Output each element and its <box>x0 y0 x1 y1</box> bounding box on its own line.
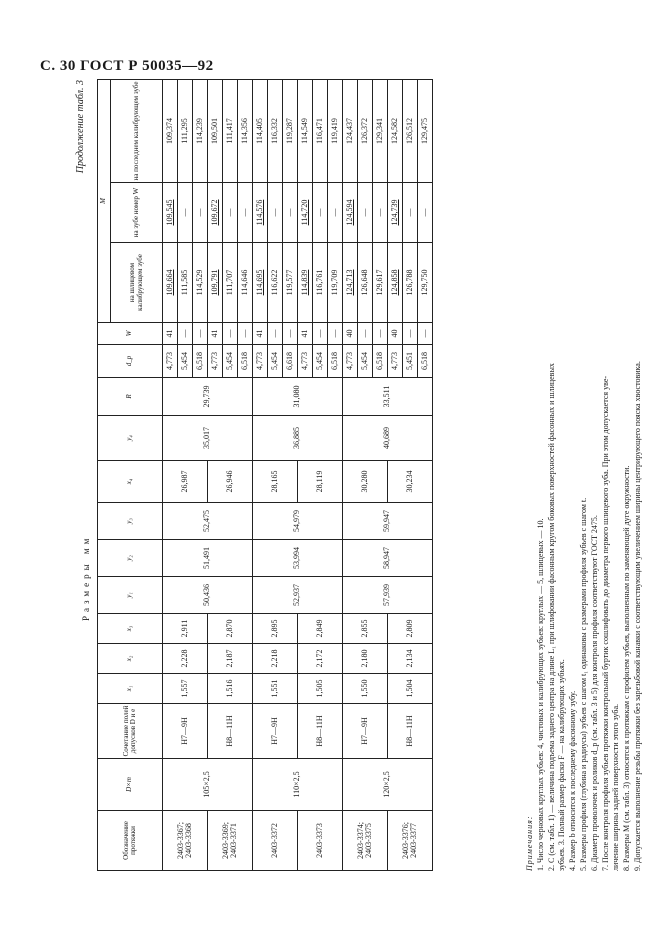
cell-dp: 6,518 <box>418 345 433 378</box>
cell-fit: H7—9H <box>343 704 388 759</box>
cell-m3: 116,471 <box>313 79 328 182</box>
cell-W: 41 <box>208 323 223 345</box>
cell-fit: H8—11H <box>208 704 253 759</box>
col-x4: x₄ <box>98 461 163 503</box>
cell-W: — <box>403 323 418 345</box>
col-x1: x₁ <box>98 674 163 704</box>
table-body <box>163 79 433 870</box>
cell-m2: — <box>328 183 343 243</box>
cell-W: — <box>373 323 388 345</box>
cell-W: 40 <box>343 323 358 345</box>
cell-x4: 26,946 <box>208 461 253 503</box>
cell-x3: 2,870 <box>208 614 253 644</box>
col-m-last: на последнем калибрующем зубе <box>111 79 163 182</box>
col-y3: y₃ <box>98 503 163 540</box>
cell-m1: 114,529 <box>193 243 208 323</box>
cell-r: 31,080 <box>253 378 343 416</box>
cell-W: — <box>238 323 253 345</box>
cell-des: 2403-3376; 2403-3377 <box>388 811 433 871</box>
col-m-tooth-w: на зубе номер W <box>111 183 163 243</box>
cell-m3: 114,405 <box>253 79 268 182</box>
cell-dm: 120×2,5 <box>343 759 433 811</box>
table-row <box>163 79 178 870</box>
cell-W: — <box>313 323 328 345</box>
cell-dp: 6,518 <box>193 345 208 378</box>
col-x2: x₂ <box>98 644 163 674</box>
note-line: 5. Размеры профиля (глубина и радиусы) зубьев с шагом t₁ одинаковы с размерами профиля зубьев с шагом t. <box>578 497 588 871</box>
cell-m1: 116,761 <box>313 243 328 323</box>
cell-des: 2403-3372 <box>253 811 298 871</box>
cell-fit: H7—9H <box>163 704 208 759</box>
cell-m1: 111,707 <box>223 243 238 323</box>
cell-m2: — <box>223 183 238 243</box>
col-m-spline: на шлицевом калибрующем зубе <box>111 243 163 323</box>
col-dm: D×m <box>98 759 163 811</box>
notes-block <box>525 80 644 871</box>
note-line: 6. Диаметр проволочек и роликов d_p (см. табл. 3 и 5) для контроля профиля соответствуют ГОСТ 2475. <box>589 515 599 871</box>
cell-m3: 114,239 <box>193 79 208 182</box>
cell-m1: 124,713 <box>343 243 358 323</box>
cell-dm: 105×2,5 <box>163 759 253 811</box>
cell-r: 33,511 <box>343 378 433 416</box>
cell-y4: 40,689 <box>343 416 433 461</box>
cell-m2: 109,672 <box>208 183 223 243</box>
table-continuation-label: Продолжение табл. 3 <box>75 80 86 174</box>
cell-y2: 53,994 <box>253 540 343 577</box>
cell-m1: 109,664 <box>163 243 178 323</box>
cell-m1: 114,839 <box>298 243 313 323</box>
col-designation: Обозначение протяжки <box>98 811 163 871</box>
cell-m1: 114,646 <box>238 243 253 323</box>
cell-x1: 1,551 <box>253 674 298 704</box>
page-header: С. 30 ГОСТ Р 50035—92 <box>40 58 214 74</box>
cell-m2: — <box>193 183 208 243</box>
cell-W: — <box>268 323 283 345</box>
cell-x1: 1,504 <box>388 674 433 704</box>
cell-x2: 2,172 <box>298 644 343 674</box>
note-line: 1. Число черновых круглых зубьев: 4, чистовых и калибрующих зубьев: круглых — 5, шлицевых — 10. <box>535 518 545 871</box>
cell-x2: 2,134 <box>388 644 433 674</box>
col-fit: Сочетание полей допусков D и e <box>98 704 163 759</box>
note-line: 9. Допускается выполнение резьбы протяжки без зарезьбовой канавки с соответствующим увеличением ширины центрирующего пояска хвостовика. <box>632 361 642 871</box>
cell-dp: 5,451 <box>403 345 418 378</box>
cell-y1: 57,939 <box>343 577 433 614</box>
cell-dp: 5,454 <box>313 345 328 378</box>
cell-x4: 30,280 <box>343 461 388 503</box>
note-line: 7. После контроля профиля зубьев протяжки контрольный буртик сошлифовать до диаметра первого шлицевого зуба. При этом допускается уве- <box>600 375 610 871</box>
cell-m1: 124,858 <box>388 243 403 323</box>
cell-m1: 129,750 <box>418 243 433 323</box>
cell-m1: 114,695 <box>253 243 268 323</box>
note-line: личение ширины задней поверхности этого зуба. <box>611 703 621 871</box>
note-line: 4. Размер b относится к последнему фасонному зубу. <box>568 690 578 871</box>
cell-m2: — <box>283 183 298 243</box>
rotated-page-body <box>75 80 642 871</box>
cell-m2: — <box>238 183 253 243</box>
table-row <box>388 79 403 870</box>
cell-W: — <box>328 323 343 345</box>
cell-m1: 111,585 <box>178 243 193 323</box>
cell-x2: 2,180 <box>343 644 388 674</box>
cell-y2: 58,947 <box>343 540 433 577</box>
cell-x1: 1,550 <box>343 674 388 704</box>
cell-x4: 28,119 <box>298 461 343 503</box>
note-line: зубьев. 3. Полный размер фаски F — на калибрующих зубьях. <box>557 659 567 871</box>
cell-W: — <box>178 323 193 345</box>
cell-m3: 119,287 <box>283 79 298 182</box>
cell-W: — <box>223 323 238 345</box>
cell-m3: 111,417 <box>223 79 238 182</box>
table-row <box>343 79 358 870</box>
cell-m1: 129,617 <box>373 243 388 323</box>
cell-x4: 26,987 <box>163 461 208 503</box>
cell-dp: 6,518 <box>328 345 343 378</box>
cell-m2: 124,594 <box>343 183 358 243</box>
col-w: W <box>98 323 163 345</box>
col-y2: y₂ <box>98 540 163 577</box>
cell-m2: — <box>358 183 373 243</box>
cell-m2: — <box>268 183 283 243</box>
col-y4: y₄ <box>98 416 163 461</box>
cell-m1: 126,788 <box>403 243 418 323</box>
cell-m3: 129,341 <box>373 79 388 182</box>
cell-y4: 36,885 <box>253 416 343 461</box>
cell-m1: 116,622 <box>268 243 283 323</box>
cell-m2: 109,545 <box>163 183 178 243</box>
cell-m2: — <box>373 183 388 243</box>
cell-m3: 124,437 <box>343 79 358 182</box>
sizes-label: Размеры мм <box>81 534 91 621</box>
cell-W: — <box>283 323 298 345</box>
cell-dm: 110×2,5 <box>253 759 343 811</box>
col-y1: y₁ <box>98 577 163 614</box>
cell-m2: 124,739 <box>388 183 403 243</box>
cell-x3: 2,911 <box>163 614 208 644</box>
cell-x3: 2,809 <box>388 614 433 644</box>
cell-m3: 109,374 <box>163 79 178 182</box>
cell-m3: 109,501 <box>208 79 223 182</box>
cell-m2: 114,576 <box>253 183 268 243</box>
cell-m3: 126,512 <box>403 79 418 182</box>
cell-y3: 54,979 <box>253 503 343 540</box>
cell-dp: 5,454 <box>268 345 283 378</box>
cell-m2: — <box>178 183 193 243</box>
cell-m1: 126,648 <box>358 243 373 323</box>
cell-des: 2403-3374; 2403-3375 <box>343 811 388 871</box>
cell-x2: 2,218 <box>253 644 298 674</box>
cell-dp: 5,454 <box>358 345 373 378</box>
cell-x1: 1,505 <box>298 674 343 704</box>
cell-m3: 114,549 <box>298 79 313 182</box>
cell-W: — <box>193 323 208 345</box>
cell-m3: 114,356 <box>238 79 253 182</box>
cell-m1: 109,791 <box>208 243 223 323</box>
cell-m3: 111,295 <box>178 79 193 182</box>
col-m-group: M <box>98 79 111 322</box>
table-row <box>253 79 268 870</box>
cell-x4: 28,165 <box>253 461 298 503</box>
cell-W: — <box>418 323 433 345</box>
cell-fit: H7—9H <box>253 704 298 759</box>
cell-dp: 4,773 <box>253 345 268 378</box>
cell-W: 41 <box>298 323 313 345</box>
cell-x1: 1,557 <box>163 674 208 704</box>
cell-dp: 5,454 <box>178 345 193 378</box>
cell-dp: 4,773 <box>388 345 403 378</box>
cell-y3: 52,475 <box>163 503 253 540</box>
cell-x3: 2,855 <box>343 614 388 644</box>
cell-dp: 5,454 <box>223 345 238 378</box>
cell-W: 40 <box>388 323 403 345</box>
cell-x2: 2,187 <box>208 644 253 674</box>
cell-des: 2403-3367; 2403-3368 <box>163 811 208 871</box>
note-line: 2. C (см. табл. 1) — величина подъема заднего центра на длине L₁ при шлифовании фасонным кругом боковых поверхностей фасонных и шлицевых <box>546 363 556 871</box>
table-row <box>208 79 223 870</box>
cell-m3: 119,419 <box>328 79 343 182</box>
cell-x4: 30,234 <box>388 461 433 503</box>
cell-x2: 2,228 <box>163 644 208 674</box>
cell-des: 2403-3369; 2403-3371 <box>208 811 253 871</box>
cell-W: 41 <box>253 323 268 345</box>
cell-dp: 6,518 <box>238 345 253 378</box>
cell-x3: 2,849 <box>298 614 343 644</box>
cell-m2: 114,720 <box>298 183 313 243</box>
cell-m3: 129,475 <box>418 79 433 182</box>
cell-y3: 59,947 <box>343 503 433 540</box>
table-row <box>298 79 313 870</box>
notes-title: Примечания: <box>525 815 534 871</box>
broach-dimensions-table <box>97 79 433 871</box>
cell-m2: — <box>313 183 328 243</box>
col-x3: x₃ <box>98 614 163 644</box>
cell-m1: 119,577 <box>283 243 298 323</box>
col-r: R <box>98 378 163 416</box>
cell-m3: 126,372 <box>358 79 373 182</box>
cell-m2: — <box>418 183 433 243</box>
cell-m2: — <box>403 183 418 243</box>
cell-dp: 4,773 <box>163 345 178 378</box>
cell-y1: 50,436 <box>163 577 253 614</box>
cell-x1: 1,516 <box>208 674 253 704</box>
col-dp: d_p <box>98 345 163 378</box>
cell-fit: H8—11H <box>388 704 433 759</box>
cell-fit: H8—11H <box>298 704 343 759</box>
cell-r: 29,739 <box>163 378 253 416</box>
cell-y1: 52,937 <box>253 577 343 614</box>
cell-des: 2403-3373 <box>298 811 343 871</box>
cell-W: — <box>358 323 373 345</box>
note-line: 8. Размеры M (см. табл. 3) относятся к протяжкам с профилем зубьев, выполненным по заменяющей дуге окружности. <box>622 465 632 871</box>
cell-dp: 6,518 <box>373 345 388 378</box>
cell-dp: 6,618 <box>283 345 298 378</box>
cell-dp: 4,773 <box>208 345 223 378</box>
cell-y4: 35,017 <box>163 416 253 461</box>
cell-m1: 119,709 <box>328 243 343 323</box>
cell-dp: 4,773 <box>343 345 358 378</box>
cell-W: 41 <box>163 323 178 345</box>
cell-x3: 2,895 <box>253 614 298 644</box>
cell-m3: 124,582 <box>388 79 403 182</box>
cell-y2: 51,491 <box>163 540 253 577</box>
cell-m3: 116,332 <box>268 79 283 182</box>
cell-dp: 4,773 <box>298 345 313 378</box>
